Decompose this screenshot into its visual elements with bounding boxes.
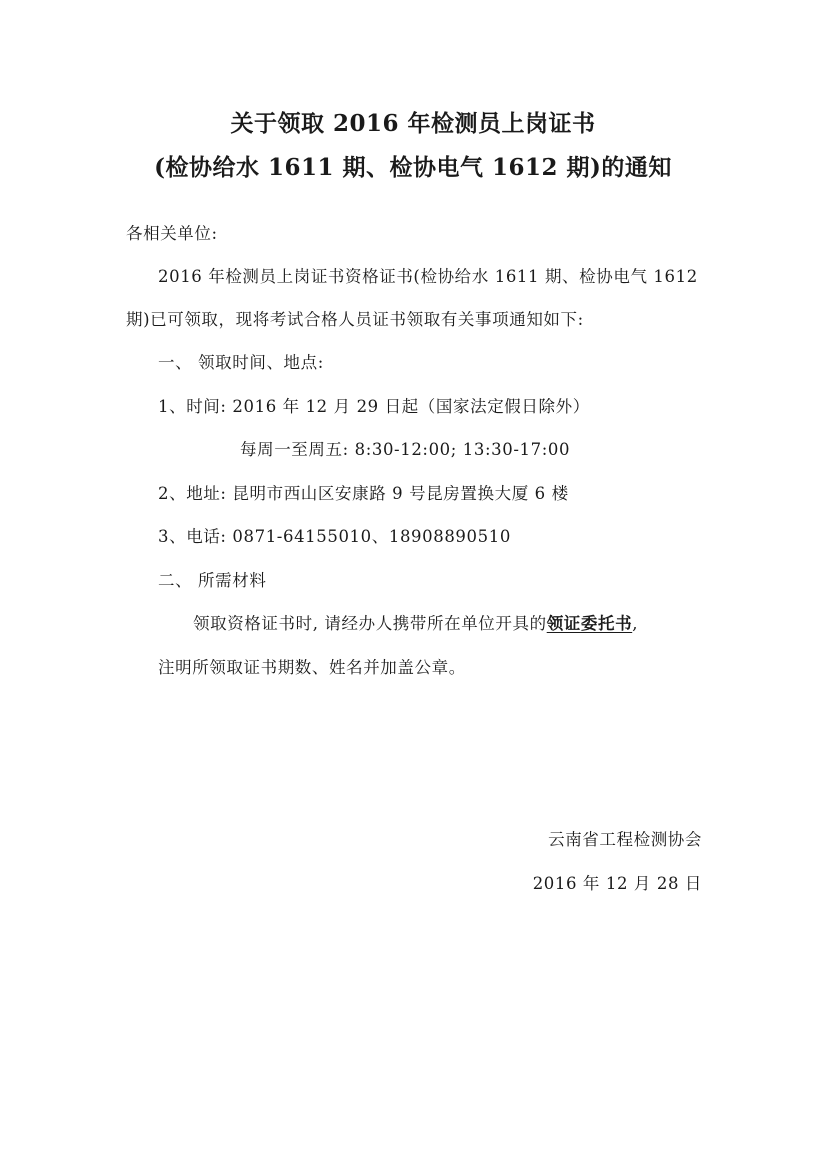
authorization-letter-emphasis: 领证委托书	[546, 614, 633, 633]
section-1-heading: 一、 领取时间、地点:	[158, 353, 324, 372]
section-2-heading: 二、 所需材料	[158, 571, 267, 590]
materials-text: 领取资格证书时, 请经办人携带所在单位开具的	[193, 614, 547, 633]
signature-organization: 云南省工程检测协会	[548, 830, 702, 849]
document-title-line-2: (检协给水 1611 期、检协电气 1612 期)的通知	[154, 154, 672, 181]
item-time: 1、时间: 2016 年 12 月 29 日起（国家法定假日除外）	[158, 397, 590, 416]
intro-paragraph-line-1: 2016 年检测员上岗证书资格证书(检协给水 1611 期、检协电气 1612	[158, 267, 698, 286]
item-address: 2、地址: 昆明市西山区安康路 9 号昆房置换大厦 6 楼	[158, 484, 569, 503]
item-time-hours: 每周一至周五: 8:30-12:00; 13:30-17:00	[240, 440, 571, 459]
materials-paragraph-line-1	[193, 610, 638, 634]
materials-comma: ,	[632, 614, 639, 633]
document-title-line-1: 关于领取 2016 年检测员上岗证书	[230, 110, 596, 137]
item-phone: 3、电话: 0871-64155010、18908890510	[158, 527, 511, 546]
signature-date: 2016 年 12 月 28 日	[532, 874, 702, 893]
salutation: 各相关单位:	[126, 224, 218, 243]
intro-paragraph-line-2: 期)已可领取，现将考试合格人员证书领取有关事项通知如下:	[126, 310, 584, 329]
materials-paragraph-line-2: 注明所领取证书期数、姓名并加盖公章。	[158, 658, 466, 677]
